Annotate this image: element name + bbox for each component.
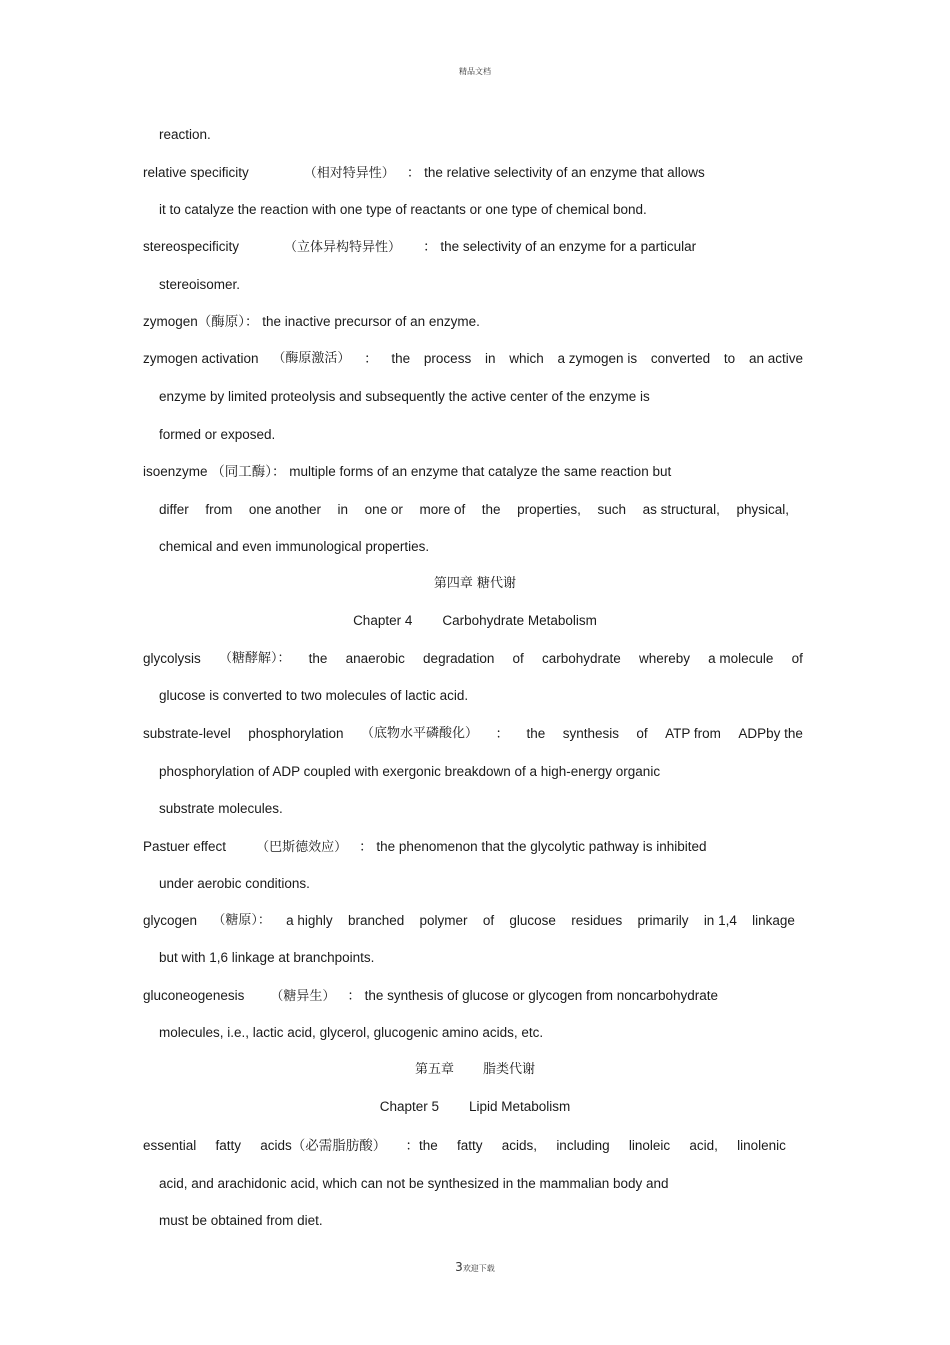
word: residues (571, 913, 623, 928)
term-pasteur-effect (143, 838, 707, 857)
word: a highly (286, 913, 333, 928)
word: linkage (752, 913, 795, 928)
word: more of (419, 502, 466, 517)
term-isoenzyme: isoenzyme （同工酶）： multiple forms of an enzyme that catalyze the same reaction but (143, 464, 672, 479)
word: an active (748, 351, 803, 366)
text-line: under aerobic conditions. (159, 876, 310, 891)
word: fatty (457, 1138, 483, 1153)
term-glycolysis (143, 650, 803, 668)
word: one another (248, 502, 321, 517)
term: relative specificity (143, 165, 249, 180)
text-line: acid, and arachidonic acid, which can not be synthesized in the mammalian body and (159, 1176, 669, 1191)
text-line: but with 1,6 linkage at branchpoints. (159, 950, 375, 965)
word: the (391, 351, 411, 366)
term-substrate-level-phosphorylation (143, 725, 803, 743)
word: process (423, 351, 472, 366)
word: converted (650, 351, 711, 366)
term-chinese: （相对特异性） (303, 166, 395, 181)
term-chinese: （糖异生） (270, 989, 336, 1004)
word: properties, (517, 502, 581, 517)
word: glycogen (143, 913, 198, 928)
word: zymogen activation (143, 351, 259, 366)
term: Pastuer effect (143, 839, 227, 854)
word: synthesis (562, 726, 619, 741)
word: polymer (419, 913, 468, 928)
term-glycogen (143, 912, 795, 930)
word: to (723, 351, 736, 366)
definition: ： the relative selectivity of an enzyme that allows (406, 165, 705, 180)
term-relative-specificity (143, 164, 705, 183)
word: in (337, 502, 349, 517)
word: ATP from (665, 726, 721, 741)
word: primarily (637, 913, 689, 928)
term-chinese: （底物水平磷酸化） (361, 726, 479, 741)
word: ADPby the (738, 726, 803, 741)
word: of (636, 726, 648, 741)
word: the (481, 502, 501, 517)
word: degradation (423, 651, 495, 666)
word: such (597, 502, 627, 517)
text-line: substrate molecules. (159, 801, 283, 816)
text-line (159, 501, 789, 519)
word: physical, (736, 502, 789, 517)
word: carbohydrate (541, 651, 621, 666)
word: whereby (638, 651, 690, 666)
word: a molecule (708, 651, 774, 666)
word: linoleic (628, 1138, 671, 1153)
word: essential (143, 1138, 197, 1153)
term-essential-fatty-acids (143, 1137, 786, 1155)
word: acid, (689, 1138, 718, 1153)
term-chinese: （糖原）： (212, 913, 271, 928)
word: including (556, 1138, 610, 1153)
word: in 1,4 (703, 913, 737, 928)
word: a zymogen is (557, 351, 638, 366)
term-chinese: （糖酵解）： (218, 651, 291, 666)
word: in (484, 351, 496, 366)
word: of (512, 651, 524, 666)
text-line: molecules, i.e., lactic acid, glycerol, glucogenic amino acids, etc. (159, 1025, 544, 1040)
word: glucose (509, 913, 556, 928)
word: ： (364, 351, 378, 366)
word: as structural, (642, 502, 720, 517)
footer-text: 欢迎下载 (462, 1264, 495, 1273)
page-footer (0, 1260, 950, 1274)
term: stereospecificity (143, 239, 240, 254)
word: the (526, 726, 546, 741)
chapter-5-title: Chapter 5 Lipid Metabolism (379, 1099, 571, 1114)
word: fatty (215, 1138, 242, 1153)
term-gluconeogenesis (143, 987, 718, 1006)
definition: ： the phenomenon that the glycolytic pathway is inhibited (359, 839, 707, 854)
word: which (509, 351, 544, 366)
term-zymogen-activation (143, 350, 803, 368)
term-chinese: （酶原激活） (272, 351, 351, 366)
text-line: stereoisomer. (159, 277, 241, 292)
text-line: reaction. (159, 127, 211, 142)
word: one or (364, 502, 403, 517)
text-line: it to catalyze the reaction with one type of reactants or one type of chemical bond. (159, 202, 647, 217)
word: substrate-level (143, 726, 231, 741)
chapter-4-title-chinese: 第四章 糖代谢 (433, 576, 517, 591)
term-stereospecificity (143, 238, 696, 257)
word: ： (495, 726, 509, 741)
word: branched (347, 913, 405, 928)
definition: ： the synthesis of glucose or glycogen from noncarbohydrate (347, 988, 719, 1003)
text-line: phosphorylation of ADP coupled with exergonic breakdown of a high-energy organic (159, 764, 661, 779)
word: differ (159, 502, 189, 517)
definition: ： the selectivity of an enzyme for a particular (423, 239, 697, 254)
word: of (482, 913, 495, 928)
word: the (308, 651, 328, 666)
text-line: formed or exposed. (159, 427, 276, 442)
word: glycolysis (143, 651, 201, 666)
word: acids, (501, 1138, 538, 1153)
text-line: chemical and even immunological properties. (159, 539, 430, 554)
text-line: enzyme by limited proteolysis and subsequently the active center of the enzyme is (159, 389, 650, 404)
page-header: 精品文档 (459, 67, 491, 76)
word: from (205, 502, 233, 517)
chapter-5-title-chinese: 第五章 脂类代谢 (415, 1062, 535, 1077)
text-line: must be obtained from diet. (159, 1213, 323, 1228)
term: gluconeogenesis (143, 988, 245, 1003)
word: linolenic (737, 1138, 786, 1153)
chapter-4-title: Chapter 4 Carbohydrate Metabolism (353, 613, 597, 628)
text-line: glucose is converted to two molecules of lactic acid. (159, 688, 469, 703)
term-chinese: acids（必需脂肪酸） (260, 1138, 387, 1153)
term-chinese: （立体异构特异性） (284, 240, 402, 255)
word: phosphorylation (248, 726, 344, 741)
word: anaerobic (345, 651, 405, 666)
page-number: 3 (455, 1260, 463, 1274)
term-zymogen: zymogen（酶原）： the inactive precursor of an enzyme. (143, 314, 480, 329)
term-chinese: （巴斯德效应） (256, 840, 348, 855)
word: of (791, 651, 803, 666)
word: ：the (405, 1138, 438, 1153)
